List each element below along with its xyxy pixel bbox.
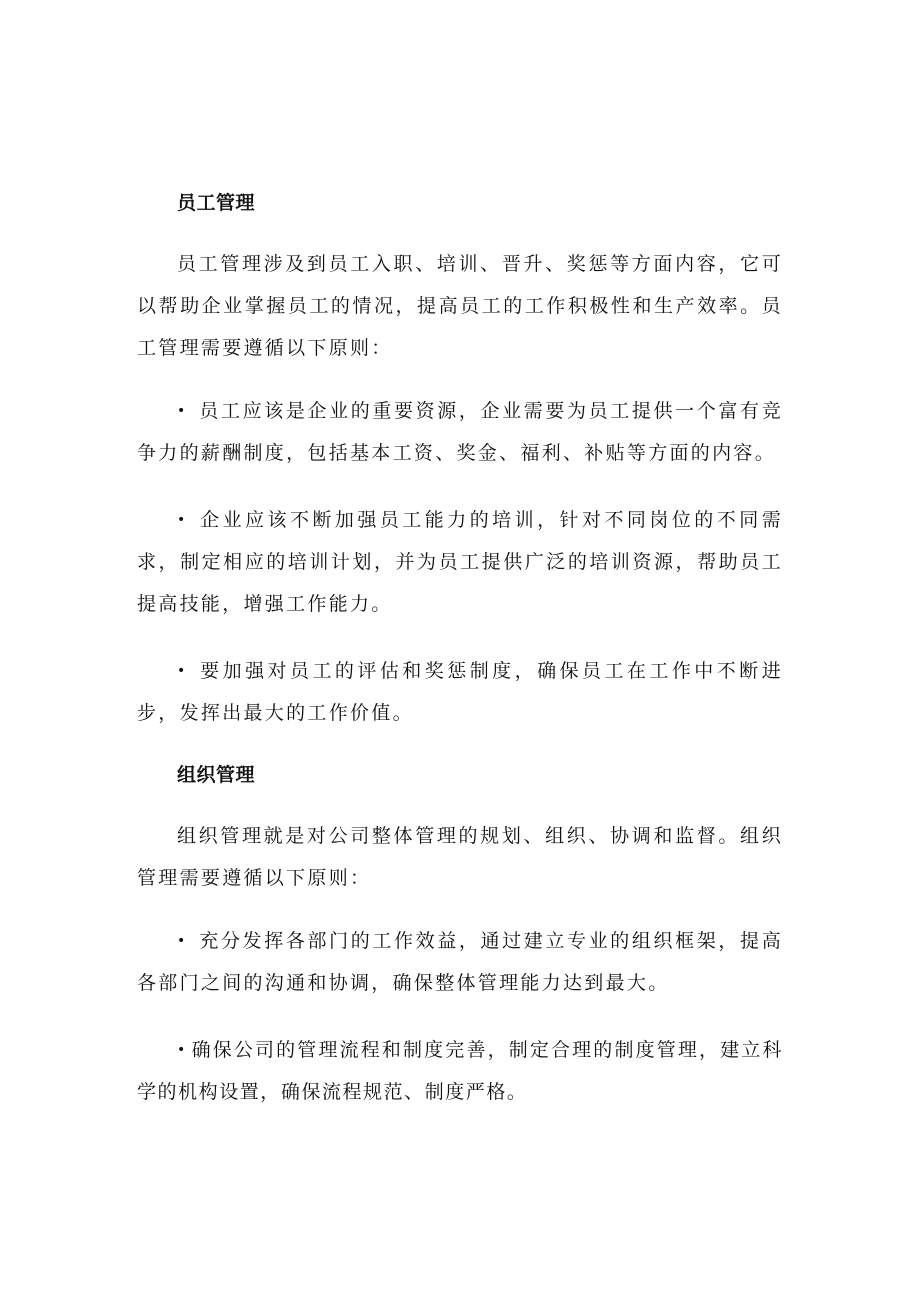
bullet-item xyxy=(137,650,783,734)
bullet-text: 要加强对员工的评估和奖惩制度，确保员工在工作中不断进步，发挥出最大的工作价值。 xyxy=(137,660,783,724)
bullet-item xyxy=(137,499,783,625)
document-content xyxy=(137,187,783,1113)
section-intro-organization: 组织管理就是对公司整体管理的规划、组织、协调和监督。组织管理需要遵循以下原则： xyxy=(137,825,783,889)
bullet-icon: • xyxy=(177,403,186,419)
bullet-icon: • xyxy=(177,663,186,679)
bullet-text: 确保公司的管理流程和制度完善，制定合理的制度管理，建立科学的机构设置，确保流程规范、制度严格。 xyxy=(137,1039,783,1103)
bullet-item xyxy=(137,920,783,1004)
bullet-text: 充分发挥各部门的工作效益，通过建立专业的组织框架，提高各部门之间的沟通和协调，确保整体管理能力达到最大。 xyxy=(137,930,783,994)
section-heading-employee: 员工管理 xyxy=(177,192,256,214)
bullet-item xyxy=(137,390,783,474)
section-intro-employee: 员工管理涉及到员工入职、培训、晋升、奖惩等方面内容，它可以帮助企业掌握员工的情况，提高员工的工作积极性和生产效率。员工管理需要遵循以下原则： xyxy=(137,253,783,359)
bullet-icon: • xyxy=(177,933,186,949)
bullet-text: 员工应该是企业的重要资源，企业需要为员工提供一个富有竞争力的薪酬制度，包括基本工资、奖金、福利、补贴等方面的内容。 xyxy=(137,400,783,464)
bullet-text: 企业应该不断加强员工能力的培训，针对不同岗位的不同需求，制定相应的培训计划，并为员工提供广泛的培训资源，帮助员工提高技能，增强工作能力。 xyxy=(137,509,783,615)
bullet-icon: • xyxy=(177,1042,186,1058)
bullet-icon: • xyxy=(177,512,186,528)
section-heading-organization: 组织管理 xyxy=(177,764,256,786)
bullet-item xyxy=(137,1029,783,1113)
